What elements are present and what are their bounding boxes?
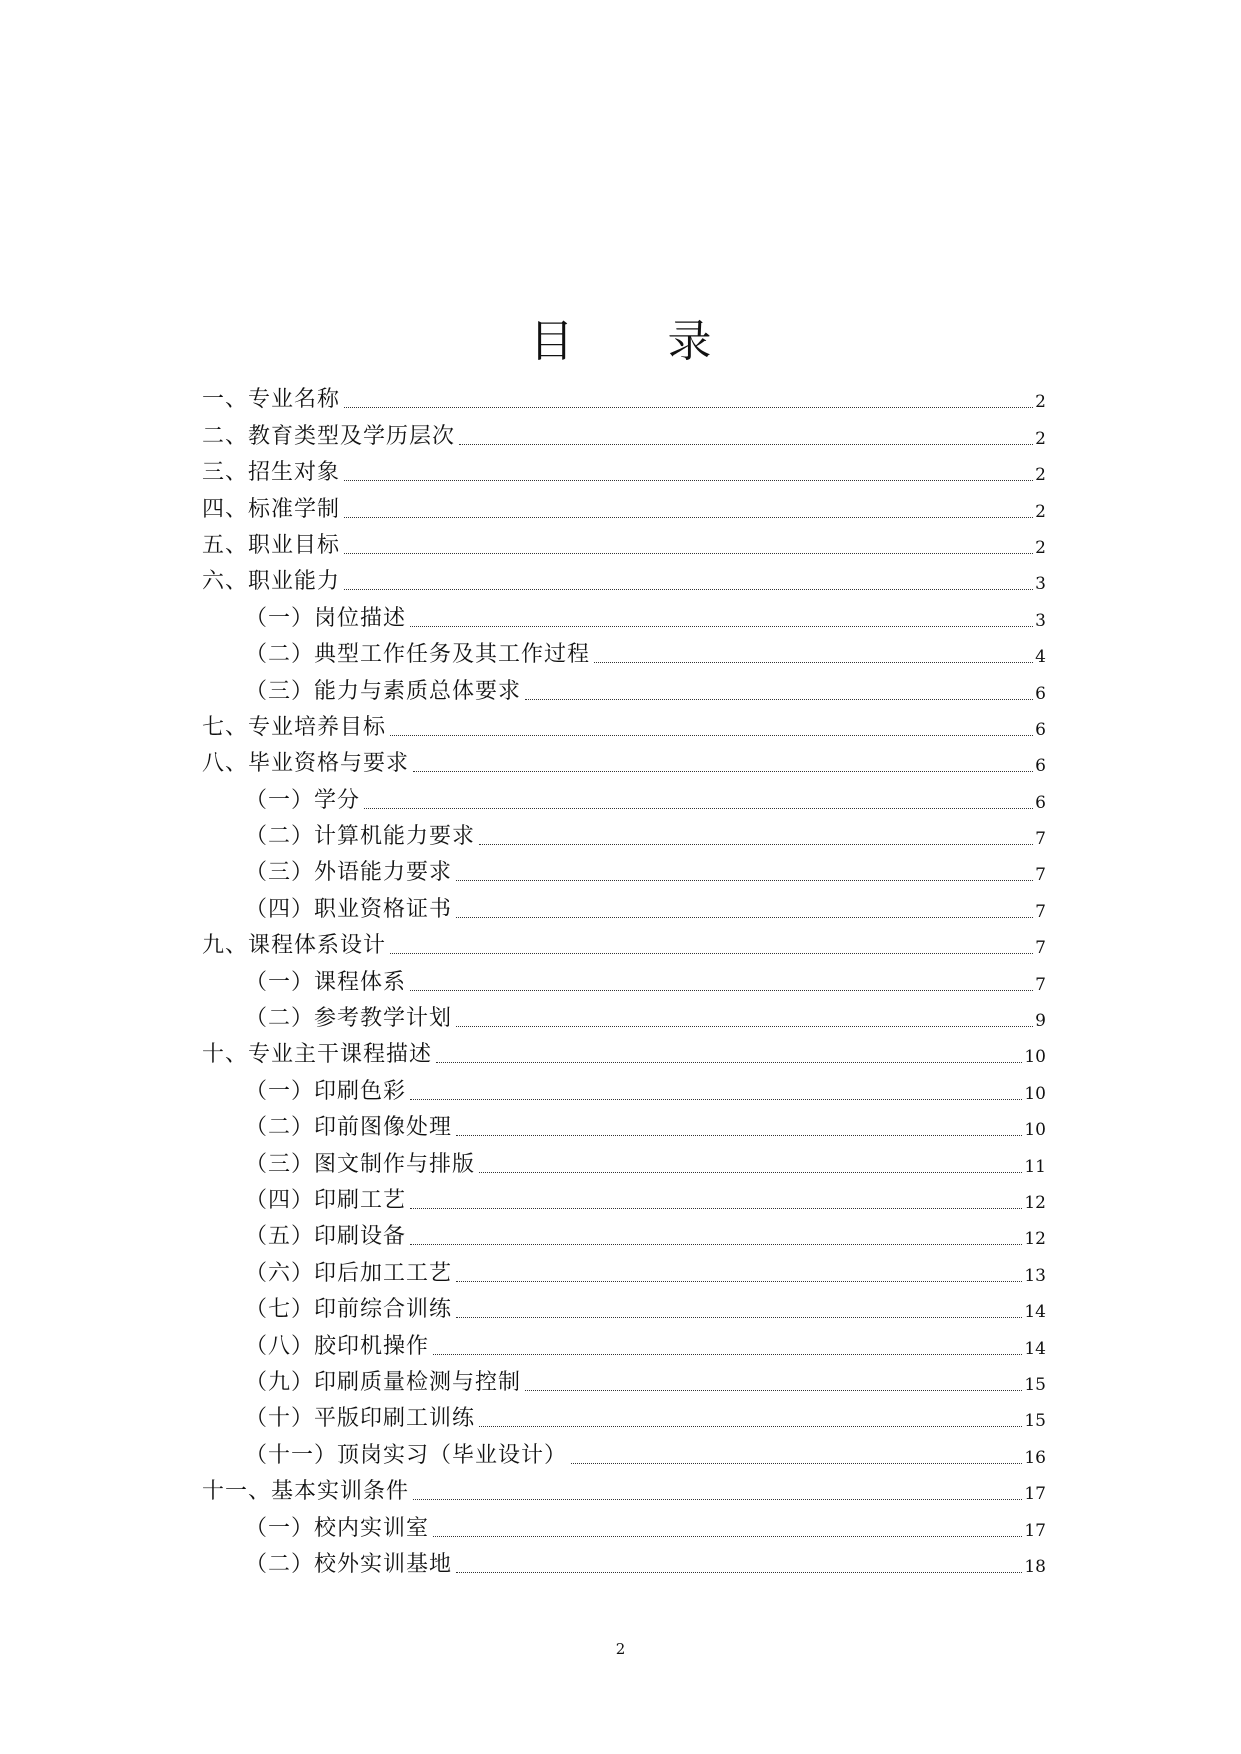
toc-dot-leader [344, 479, 1033, 481]
toc-entry-page: 14 [1024, 1302, 1046, 1323]
toc-dot-leader [594, 661, 1033, 663]
toc-entry-page: 7 [1035, 865, 1046, 886]
toc-entry-label: （十）平版印刷工训练 [245, 1406, 476, 1432]
toc-entry-page: 13 [1024, 1265, 1046, 1286]
toc-entry-page: 7 [1035, 974, 1046, 995]
toc-dot-leader [456, 1280, 1022, 1282]
toc-dot-leader [479, 1171, 1022, 1173]
toc-entry[interactable] [202, 1434, 1046, 1470]
toc-entry-page: 10 [1024, 1083, 1046, 1104]
toc-entry[interactable] [202, 1216, 1046, 1252]
toc-dot-leader [571, 1462, 1022, 1464]
toc-dot-leader [344, 516, 1033, 518]
toc-dot-leader [413, 770, 1033, 772]
toc-entry[interactable] [202, 597, 1046, 633]
toc-entry-label: （一）课程体系 [245, 969, 407, 995]
toc-entry-label: （一）校内实训室 [245, 1515, 430, 1541]
toc-entry[interactable] [202, 1034, 1046, 1070]
toc-entry-page: 16 [1024, 1447, 1046, 1468]
toc-entry-page: 6 [1035, 683, 1046, 704]
toc-entry-page: 2 [1035, 537, 1046, 558]
toc-entry-label: 八、毕业资格与要求 [202, 751, 410, 777]
toc-entry[interactable] [202, 1544, 1046, 1580]
toc-dot-leader [364, 807, 1033, 809]
toc-dot-leader [410, 1098, 1022, 1100]
toc-entry-label: （八）胶印机操作 [245, 1333, 430, 1359]
toc-entry-label: （一）岗位描述 [245, 605, 407, 631]
toc-entry-label: 二、教育类型及学历层次 [202, 423, 456, 449]
toc-dot-leader [459, 443, 1033, 445]
toc-entry-label: （四）职业资格证书 [245, 896, 453, 922]
toc-entry-page: 6 [1035, 756, 1046, 777]
toc-dot-leader [344, 552, 1033, 554]
toc-dot-leader [344, 588, 1033, 590]
toc-dot-leader [456, 1025, 1033, 1027]
toc-dot-leader [410, 625, 1033, 627]
toc-dot-leader [410, 1243, 1022, 1245]
toc-entry[interactable] [202, 452, 1046, 488]
toc-entry-label: （二）校外实训基地 [245, 1551, 453, 1577]
toc-dot-leader [436, 1061, 1022, 1063]
toc-entry-label: 三、招生对象 [202, 460, 341, 486]
toc-entry[interactable] [202, 670, 1046, 706]
toc-entry-page: 7 [1035, 938, 1046, 959]
toc-entry-page: 15 [1024, 1374, 1046, 1395]
toc-entry-label: 九、课程体系设计 [202, 933, 387, 959]
toc-dot-leader [456, 1134, 1022, 1136]
toc-entry[interactable] [202, 1325, 1046, 1361]
toc-entry-page: 6 [1035, 719, 1046, 740]
toc-dot-leader [479, 843, 1033, 845]
toc-entry-page: 14 [1024, 1338, 1046, 1359]
toc-entry-page: 2 [1035, 428, 1046, 449]
toc-entry-page: 11 [1024, 1156, 1046, 1177]
toc-entry[interactable] [202, 1362, 1046, 1398]
toc-entry[interactable] [202, 415, 1046, 451]
toc-entry[interactable] [202, 1398, 1046, 1434]
toc-entry-label: （三）图文制作与排版 [245, 1151, 476, 1177]
toc-entry[interactable] [202, 816, 1046, 852]
toc-entry-label: （二）典型工作任务及其工作过程 [245, 642, 591, 668]
toc-entry-page: 4 [1035, 647, 1046, 668]
toc-entry[interactable] [202, 561, 1046, 597]
toc-entry-label: 五、职业目标 [202, 532, 341, 558]
toc-title: 目 录 [529, 316, 752, 368]
toc-entry[interactable] [202, 1107, 1046, 1143]
toc-entry-label: （六）印后加工工艺 [245, 1260, 453, 1286]
toc-entry[interactable] [202, 379, 1046, 415]
toc-entry-page: 17 [1024, 1520, 1046, 1541]
toc-entry[interactable] [202, 998, 1046, 1034]
toc-entry[interactable] [202, 1070, 1046, 1106]
toc-entry-page: 9 [1035, 1011, 1046, 1032]
toc-dot-leader [433, 1353, 1022, 1355]
toc-dot-leader [479, 1425, 1022, 1427]
toc-entry[interactable] [202, 1471, 1046, 1507]
toc-entry-label: （一）印刷色彩 [245, 1078, 407, 1104]
toc-entry[interactable] [202, 743, 1046, 779]
toc-entry-label: 六、职业能力 [202, 569, 341, 595]
toc-entry-label: （一）学分 [245, 787, 361, 813]
toc-entry[interactable] [202, 488, 1046, 524]
toc-entry-page: 15 [1024, 1411, 1046, 1432]
toc-dot-leader [390, 734, 1033, 736]
toc-list [202, 379, 1046, 1580]
toc-entry-page: 10 [1024, 1047, 1046, 1068]
toc-entry-page: 7 [1035, 829, 1046, 850]
toc-entry-label: （十一）顶岗实习（毕业设计） [245, 1442, 568, 1468]
toc-dot-leader [410, 1207, 1022, 1209]
toc-entry-page: 2 [1035, 465, 1046, 486]
toc-entry-label: （七）印前综合训练 [245, 1297, 453, 1323]
toc-entry-page: 12 [1024, 1192, 1046, 1213]
toc-entry-label: （二）参考教学计划 [245, 1006, 453, 1032]
toc-entry[interactable] [202, 634, 1046, 670]
toc-entry-label: （三）能力与素质总体要求 [245, 678, 522, 704]
toc-entry-label: （九）印刷质量检测与控制 [245, 1369, 522, 1395]
toc-entry-page: 10 [1024, 1120, 1046, 1141]
toc-entry-page: 7 [1035, 901, 1046, 922]
toc-entry-page: 17 [1024, 1484, 1046, 1505]
toc-dot-leader [456, 916, 1033, 918]
toc-entry-label: 四、标准学制 [202, 496, 341, 522]
toc-dot-leader [390, 952, 1033, 954]
toc-entry-label: 一、专业名称 [202, 387, 341, 413]
toc-entry-page: 2 [1035, 392, 1046, 413]
toc-dot-leader [410, 989, 1033, 991]
toc-entry[interactable] [202, 852, 1046, 888]
toc-dot-leader [525, 698, 1033, 700]
toc-entry-label: （二）印前图像处理 [245, 1115, 453, 1141]
toc-entry[interactable] [202, 525, 1046, 561]
toc-entry-label: （五）印刷设备 [245, 1224, 407, 1250]
toc-dot-leader [456, 1571, 1022, 1573]
toc-entry-label: （二）计算机能力要求 [245, 824, 476, 850]
toc-dot-leader [344, 406, 1033, 408]
toc-entry-label: （四）印刷工艺 [245, 1187, 407, 1213]
toc-entry[interactable] [202, 961, 1046, 997]
toc-entry[interactable] [202, 779, 1046, 815]
toc-dot-leader [456, 879, 1033, 881]
toc-entry-label: 十、专业主干课程描述 [202, 1042, 433, 1068]
toc-entry-label: 七、专业培养目标 [202, 714, 387, 740]
toc-entry[interactable] [202, 1143, 1046, 1179]
page-number: 2 [615, 1640, 626, 1658]
toc-dot-leader [456, 1316, 1022, 1318]
toc-entry-page: 12 [1024, 1229, 1046, 1250]
toc-entry-page: 3 [1035, 610, 1046, 631]
toc-dot-leader [433, 1535, 1022, 1537]
toc-entry-label: （三）外语能力要求 [245, 860, 453, 886]
toc-entry-label: 十一、基本实训条件 [202, 1479, 410, 1505]
toc-entry[interactable] [202, 1180, 1046, 1216]
toc-entry-page: 3 [1035, 574, 1046, 595]
toc-dot-leader [525, 1389, 1022, 1391]
toc-entry[interactable] [202, 925, 1046, 961]
toc-dot-leader [413, 1498, 1022, 1500]
toc-entry[interactable] [202, 1252, 1046, 1288]
toc-entry[interactable] [202, 1289, 1046, 1325]
toc-entry-page: 6 [1035, 792, 1046, 813]
toc-entry[interactable] [202, 707, 1046, 743]
toc-entry[interactable] [202, 888, 1046, 924]
toc-entry-page: 2 [1035, 501, 1046, 522]
toc-entry-page: 18 [1024, 1556, 1046, 1577]
toc-entry[interactable] [202, 1507, 1046, 1543]
